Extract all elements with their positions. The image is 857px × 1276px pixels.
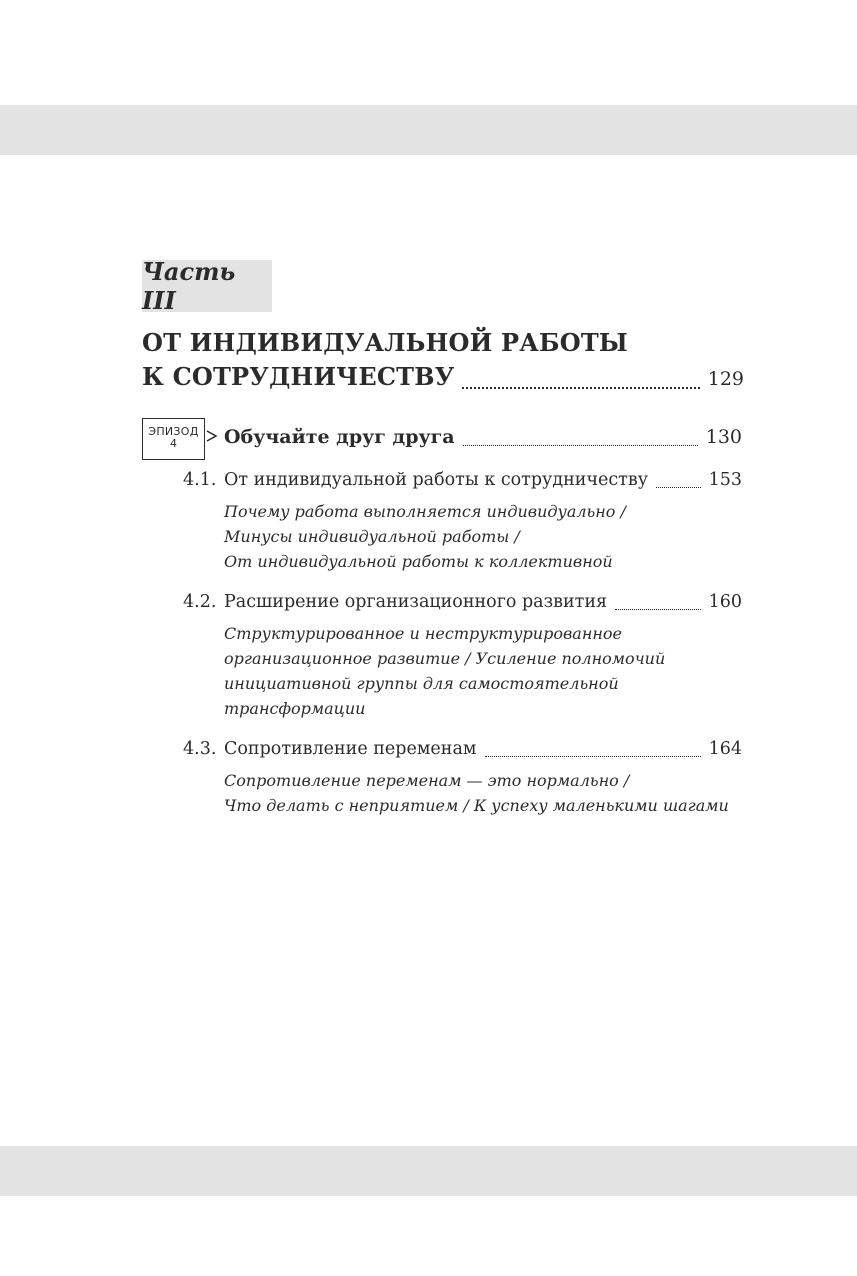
episode-page-number: 130 <box>705 426 742 448</box>
subtopic-line: инициативной группы для самостоятельной <box>224 674 619 693</box>
section-entry-4-3[interactable] <box>183 735 742 763</box>
part-label-box <box>142 257 272 315</box>
section-title: Сопротивление переменам <box>224 739 477 759</box>
top-gray-band <box>0 105 857 155</box>
episode-badge-number: 4 <box>170 437 177 450</box>
dot-leader <box>462 395 699 396</box>
subtopic-line: Минусы индивидуальной работы / <box>224 527 520 546</box>
subtopic-line: Структурированное и неструктурированное <box>224 624 622 643</box>
section-title: Расширение организационного развития <box>224 592 608 612</box>
subtopic-line: Что делать с неприятием / К успеху маленькими шагами <box>224 796 729 815</box>
episode-title: Обучайте друг друга <box>224 426 455 448</box>
section-subtopics-4-3 <box>224 768 744 818</box>
section-entry-4-2[interactable] <box>183 588 742 616</box>
episode-entry[interactable] <box>224 422 742 452</box>
dot-leader <box>615 615 701 616</box>
subtopic-line: Почему работа выполняется индивидуально / <box>224 502 626 521</box>
section-title: От индивидуальной работы к сотрудничеству <box>224 470 649 490</box>
part-label: Часть III <box>142 257 236 315</box>
subtopic-line: Сопротивление переменам — это нормально / <box>224 771 630 790</box>
section-page-number: 153 <box>708 470 742 490</box>
section-subtopics-4-1 <box>224 499 744 574</box>
dot-leader <box>485 762 701 763</box>
bottom-gray-band <box>0 1146 857 1196</box>
part-page-number: 129 <box>707 368 744 390</box>
subtopic-line: трансформации <box>224 699 366 718</box>
part-title-line1: ОТ ИНДИВИДУАЛЬНОЙ РАБОТЫ <box>142 328 628 357</box>
part-title-entry[interactable] <box>142 326 744 396</box>
section-page-number: 160 <box>708 592 742 612</box>
subtopic-line: От индивидуальной работы к коллективной <box>224 552 613 571</box>
episode-badge <box>142 418 205 460</box>
episode-badge-word: ЭПИЗОД <box>148 425 199 438</box>
section-number: 4.3. <box>183 739 217 759</box>
dot-leader <box>463 451 698 452</box>
section-number: 4.1. <box>183 470 217 490</box>
subtopic-line: организационное развитие / Усиление полномочий <box>224 649 666 668</box>
dot-leader <box>656 493 701 494</box>
part-title-line2: К СОТРУДНИЧЕСТВУ <box>142 362 455 391</box>
section-page-number: 164 <box>708 739 742 759</box>
section-subtopics-4-2 <box>224 621 744 721</box>
section-number: 4.2. <box>183 592 217 612</box>
chevron-right-icon <box>205 428 219 444</box>
section-entry-4-1[interactable] <box>183 466 742 494</box>
